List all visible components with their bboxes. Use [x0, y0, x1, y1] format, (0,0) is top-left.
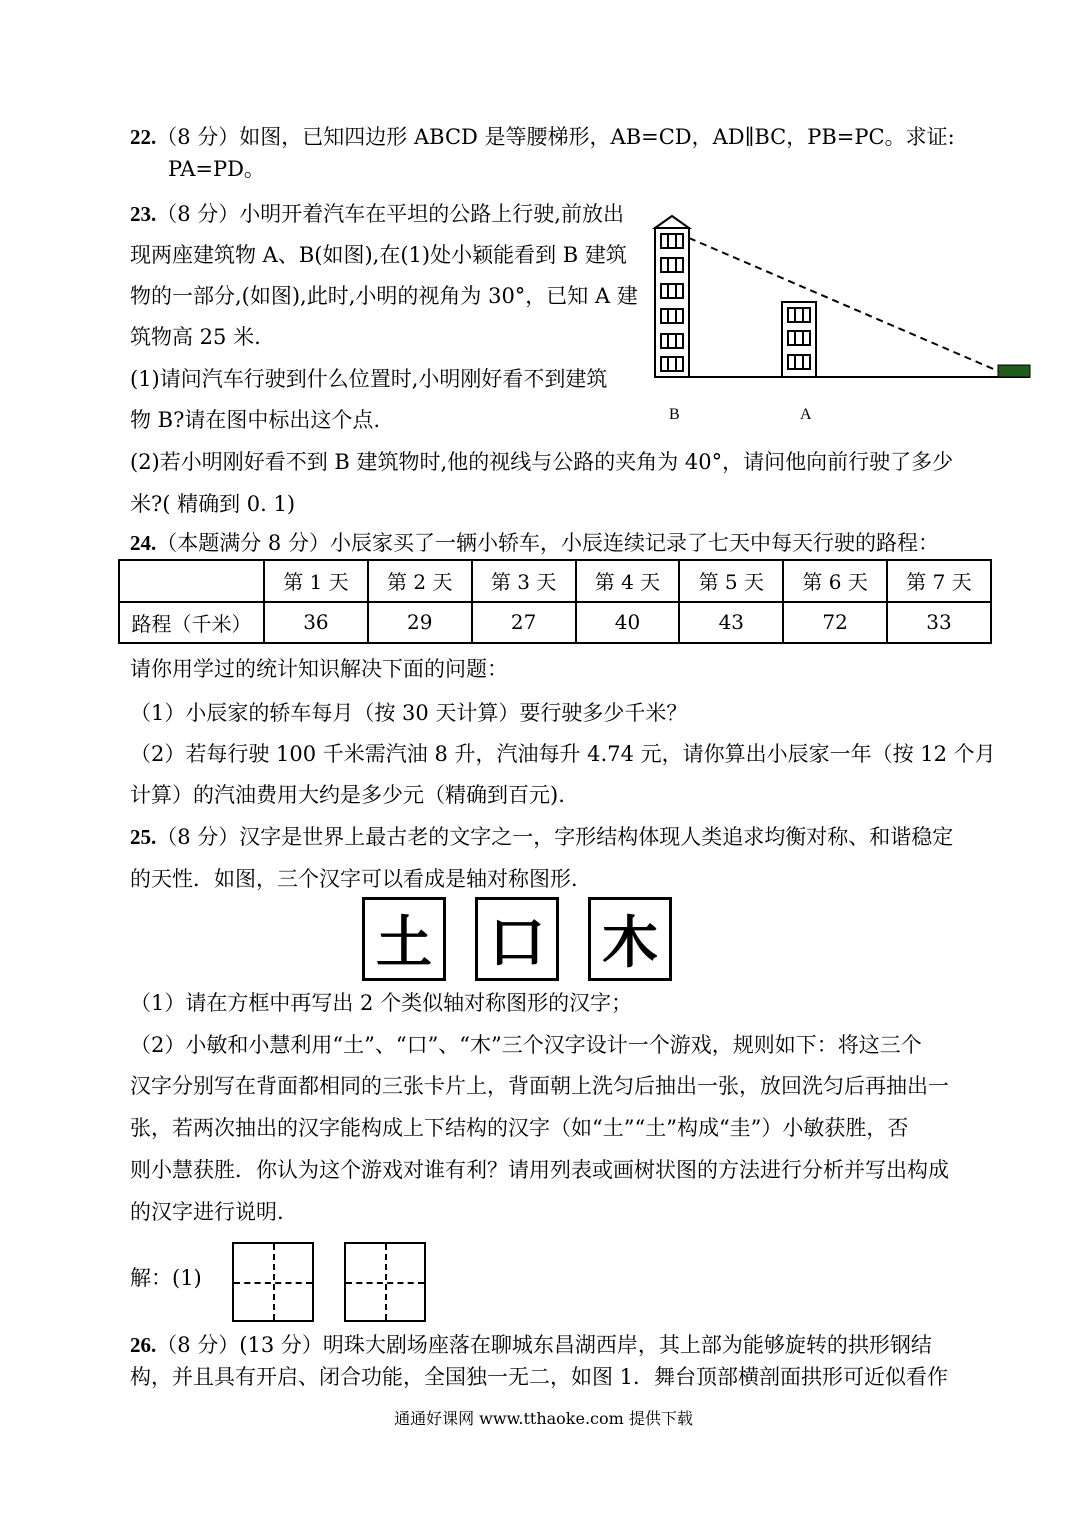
page-footer: 通通好课网 www.tthaoke.com 提供下载	[394, 1409, 693, 1428]
q24-line1: 请你用学过的统计知识解决下面的问题：	[130, 657, 508, 681]
q25-line2: 的天性．如图，三个汉字可以看成是轴对称图形．	[130, 867, 592, 891]
q25-line8: 的汉字进行说明.	[130, 1200, 284, 1224]
table-header-blank	[119, 560, 264, 602]
route-table	[118, 559, 992, 644]
table-row-label: 路程（千米）	[119, 602, 264, 644]
q24-line3: （2）若每行驶 100 千米需汽油 8 升，汽油每升 4.74 元，请你算出小辰家一年（按 12 个月	[130, 742, 996, 766]
q23-text-1: （8 分）小明开着汽车在平坦的公路上行驶,前放出	[156, 202, 624, 226]
q25-line7: 则小慧获胜．你认为这个游戏对谁有利？请用列表或画树状图的方法进行分析并写出构成	[130, 1158, 949, 1182]
q23-line5: (1)请问汽车行驶到什么位置时,小明刚好看不到建筑	[130, 367, 608, 391]
table-header-day: 第 4 天	[576, 560, 680, 602]
table-cell: 36	[264, 602, 368, 644]
q24-line2: （1）小辰家的轿车每月（按 30 天计算）要行驶多少千米？	[130, 701, 688, 725]
char-box-tu: 土	[362, 897, 446, 981]
q22-line1	[130, 124, 955, 150]
answer-box-2[interactable]	[344, 1242, 426, 1322]
car-icon	[998, 365, 1030, 377]
char-box-kou: 口	[475, 897, 559, 981]
buildings-figure	[648, 208, 1038, 428]
table-cell: 72	[783, 602, 887, 644]
q24-intro	[130, 530, 939, 556]
q26-number: 26.	[130, 1333, 157, 1357]
q24-line4: 计算）的汽油费用大约是多少元（精确到百元).	[130, 783, 565, 807]
table-header-day: 第 2 天	[368, 560, 472, 602]
q26-line1	[130, 1332, 932, 1358]
table-cell: 40	[576, 602, 680, 644]
q22-text-1: （8 分）如图，已知四边形 ABCD 是等腰梯形，AB=CD，AD∥BC，PB=PC。求证:	[156, 125, 955, 149]
table-header-day: 第 3 天	[472, 560, 576, 602]
q24-intro-text: （本题满分 8 分）小辰家买了一辆小轿车，小辰连续记录了七天中每天行驶的路程：	[156, 531, 939, 555]
q25-line5: 汉字分别写在背面都相同的三张卡片上，背面朝上洗匀后抽出一张，放回洗匀后再抽出一	[130, 1074, 949, 1098]
label-a: A	[800, 406, 812, 423]
answer-box-1[interactable]	[232, 1242, 314, 1322]
table-cell: 27	[472, 602, 576, 644]
q25-line1	[130, 824, 953, 850]
q26-text-1: （8 分）(13 分）明珠大剧场座落在聊城东昌湖西岸，其上部为能够旋转的拱形钢结	[156, 1333, 932, 1357]
building-b	[655, 216, 689, 377]
q25-line6: 张，若两次抽出的汉字能构成上下结构的汉字（如“土”“土”构成“圭”）小敏获胜，否	[130, 1116, 909, 1140]
table-header-day: 第 1 天	[264, 560, 368, 602]
table-header-day: 第 7 天	[887, 560, 991, 602]
answer-label: 解：(1)	[130, 1266, 202, 1290]
q25-line3: （1）请在方框中再写出 2 个类似轴对称图形的汉字；	[130, 991, 633, 1015]
q23-number: 23.	[130, 202, 157, 226]
q23-line2: 现两座建筑物 A、B(如图),在(1)处小颖能看到 B 建筑	[130, 243, 627, 267]
table-header-row	[119, 560, 991, 602]
building-a	[782, 302, 816, 377]
table-header-day: 第 5 天	[679, 560, 783, 602]
q26-line2: 构，并且具有开启、闭合功能，全国独一无二，如图 1．舞台顶部横剖面拱形可近似看作	[130, 1365, 949, 1389]
table-cell: 29	[368, 602, 472, 644]
q25-text-1: （8 分）汉字是世界上最古老的文字之一，字形结构体现人类追求均衡对称、和谐稳定	[156, 825, 954, 849]
char-box-mu: 木	[588, 897, 672, 981]
table-cell: 43	[679, 602, 783, 644]
q23-line8: 米?( 精确到 0. 1)	[130, 492, 296, 516]
sight-line	[689, 238, 998, 371]
table-cell: 33	[887, 602, 991, 644]
table-header-day: 第 6 天	[783, 560, 887, 602]
q22-number: 22.	[130, 125, 157, 149]
label-b: B	[669, 406, 680, 423]
q23-line7: (2)若小明刚好看不到 B 建筑物时,他的视线与公路的夹角为 40°，请问他向前行驶了多少	[130, 450, 954, 474]
q23-line1	[130, 201, 624, 227]
table-row	[119, 602, 991, 644]
q23-line4: 筑物高 25 米.	[130, 325, 261, 349]
q25-line4: （2）小敏和小慧利用“土”、“口”、“木”三个汉字设计一个游戏，规则如下：将这三个	[130, 1033, 922, 1057]
q25-number: 25.	[130, 825, 157, 849]
q22-line2: PA=PD。	[168, 157, 265, 181]
q23-line6: 物 B?请在图中标出这个点.	[130, 408, 381, 432]
q23-line3: 物的一部分,(如图),此时,小明的视角为 30°，已知 A 建	[130, 284, 638, 308]
q24-number: 24.	[130, 531, 157, 555]
